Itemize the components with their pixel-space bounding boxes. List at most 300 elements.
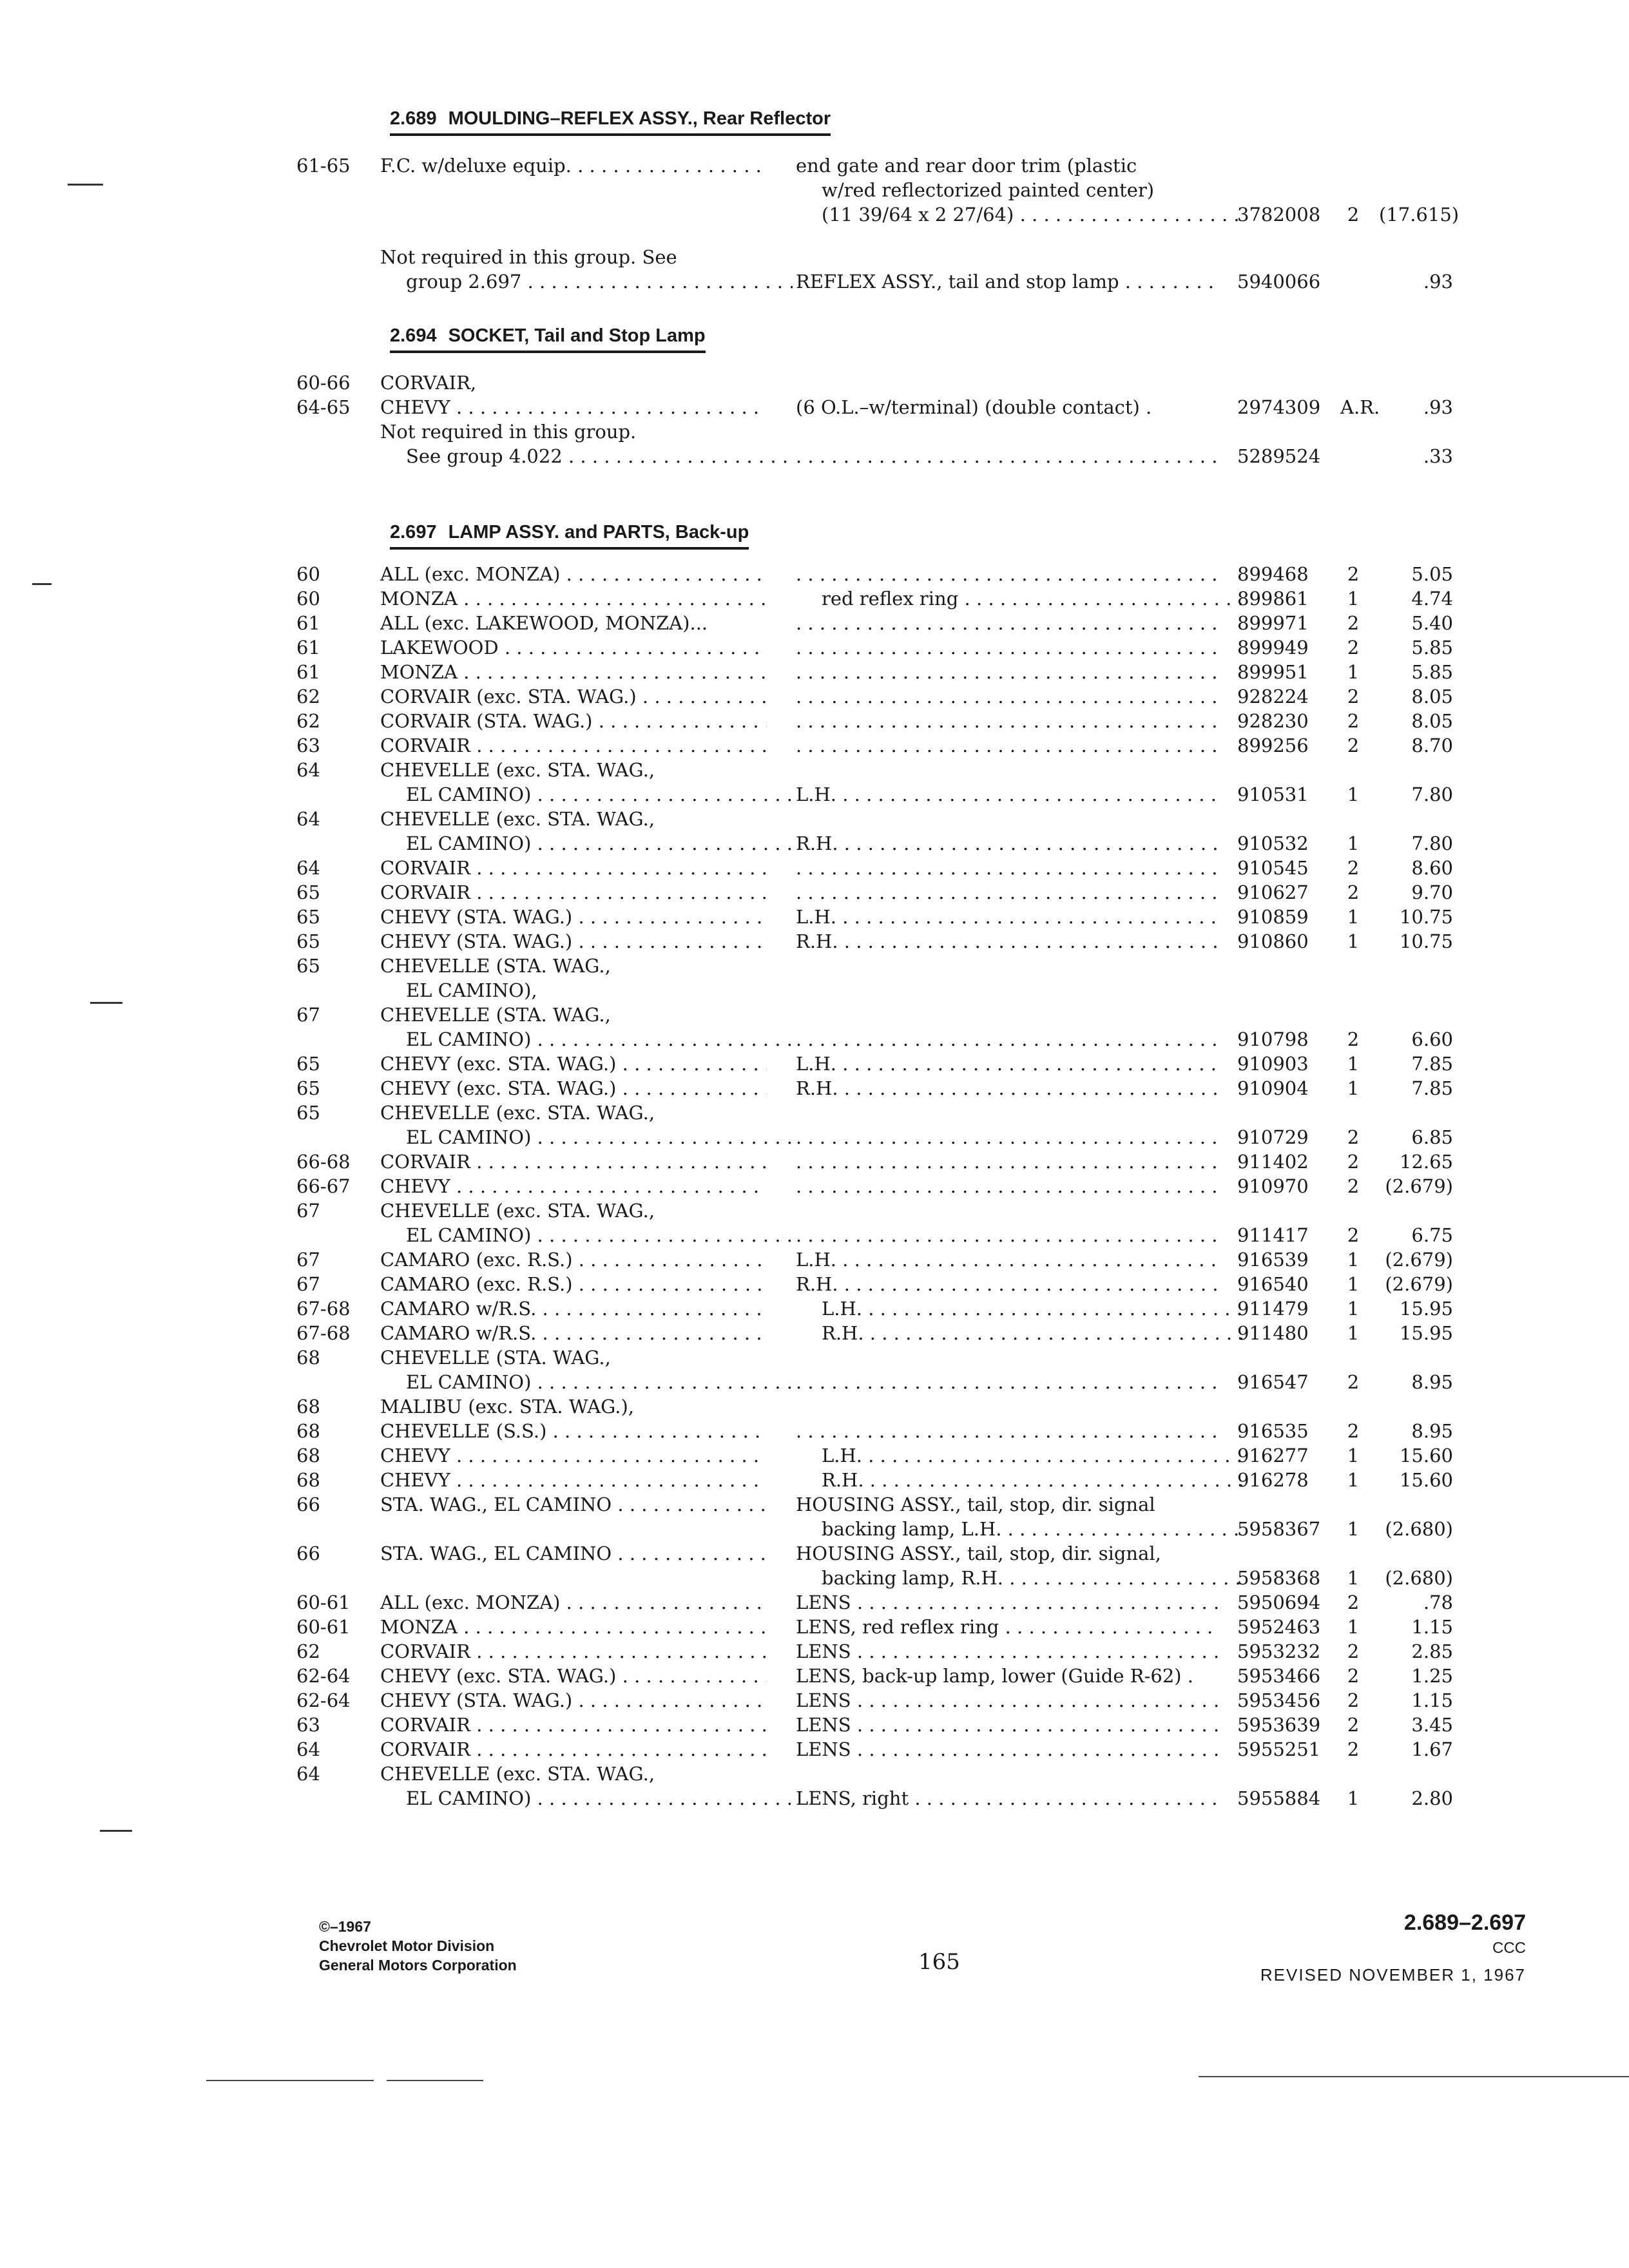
quantity: 1 [1347,1298,1360,1320]
margin-mark [100,1830,132,1832]
description: R.H. . . . [796,1272,1218,1296]
model-year: 61 [296,612,320,634]
model-year: 62 [296,710,320,732]
description: L.H. . . . [796,1052,1218,1076]
quantity: 1 [1347,906,1360,928]
model-name: CAMARO (exc. R.S.) . . . [380,1272,767,1296]
section-heading [390,522,749,550]
part-line [0,1370,1629,1394]
quantity: 2 [1347,710,1360,732]
price: 2.85 [1411,1640,1453,1662]
model-name: CHEVY . . . [380,1443,767,1468]
revision-date: REVISED NOVEMBER 1, 1967 [1260,1965,1526,1984]
model-year: 68 [296,1469,320,1491]
quantity: 2 [1347,563,1360,585]
price: 3.45 [1411,1714,1453,1736]
description: LENS, back-up lamp, lower (Guide R-62) . [796,1665,1194,1687]
description: L.H. . . . [796,1296,1244,1321]
part-line [0,1590,1629,1615]
model-year: 66-67 [296,1175,351,1197]
part-line [0,1247,1629,1272]
price: 15.60 [1399,1445,1453,1466]
model-name: CHEVY (exc. STA. WAG.) . . . [380,1076,767,1100]
model-year: 66-68 [296,1151,351,1173]
part-line [0,782,1629,807]
scan-line [206,2080,374,2081]
quantity: 2 [1347,612,1360,634]
part-line [0,709,1629,733]
price: 1.67 [1411,1738,1453,1760]
part-line [0,1639,1629,1664]
description: L.H. . . . [796,782,1218,807]
model-year: 60-61 [296,1591,351,1613]
model-name: ALL (exc. MONZA) . . . [380,562,767,586]
description: REFLEX ASSY., tail and stop lamp . . . [796,269,1218,294]
price: 9.70 [1411,881,1453,903]
model-year: 62-64 [296,1665,351,1687]
section-heading [390,325,706,353]
model-name: CHEVY (exc. STA. WAG.) . . . [380,1052,767,1076]
part-line [0,1713,1629,1737]
part-number: 899949 [1237,637,1309,658]
description: (11 39/64 x 2 27/64) . . . [796,202,1244,227]
model-year: 60 [296,563,320,585]
part-line [0,1419,1629,1443]
copyright: ©–1967 [319,1918,371,1935]
model-name: MONZA . . . [380,1615,767,1639]
part-number: 5953456 [1237,1689,1321,1711]
part-line [0,1052,1629,1076]
part-number: 5958367 [1237,1518,1321,1540]
model-year: 65 [296,881,320,903]
model-name: CORVAIR (STA. WAG.) . . . [380,709,767,733]
model-year: 60-61 [296,1616,351,1638]
quantity: 2 [1347,637,1360,658]
model-name: CORVAIR . . . [380,733,767,758]
model-name: CHEVY . . . [380,395,767,419]
part-number: 899861 [1237,588,1309,610]
description: w/red reflectorized painted center) [822,179,1155,201]
part-line [0,611,1629,635]
model-year: 64 [296,1763,320,1785]
part-number: 899971 [1237,612,1309,634]
quantity: 2 [1347,1028,1360,1050]
part-line [0,1272,1629,1296]
part-line [0,660,1629,684]
model-name: CHEVY (STA. WAG.) . . . [380,1688,767,1713]
section-number: 2.689 [390,108,437,129]
part-line [0,202,1629,227]
section-number: 2.697 [390,522,437,543]
part-number: 910545 [1237,857,1309,879]
part-line [0,1345,1629,1370]
description: R.H. . . . [796,1321,1244,1345]
model-name: EL CAMINO) . . . [380,831,793,856]
model-year: 65 [296,1102,320,1124]
part-line [0,1076,1629,1100]
model-year: 65 [296,1077,320,1099]
part-number: 910532 [1237,832,1309,854]
part-line [0,1566,1629,1590]
description: LENS . . . [796,1737,1218,1762]
part-line [0,758,1629,782]
model-name: CORVAIR . . . [380,1639,767,1664]
model-year: 65 [296,906,320,928]
description [796,1223,1218,1247]
description [796,660,1218,684]
description [796,709,1218,733]
price: .93 [1423,396,1453,418]
model-name: CHEVELLE (STA. WAG., [380,1347,611,1369]
part-number: 899468 [1237,563,1309,585]
quantity: 1 [1347,1445,1360,1466]
description: end gate and rear door trim (plastic [796,155,1137,177]
quantity: 2 [1347,735,1360,756]
part-number: 5950694 [1237,1591,1321,1613]
part-number: 3782008 [1237,204,1321,226]
part-line [0,269,1629,294]
price: 5.40 [1411,612,1453,634]
model-name: CHEVY (STA. WAG.) . . . [380,905,767,929]
description [796,1174,1218,1198]
model-name: ALL (exc. LAKEWOOD, MONZA)... [380,612,708,634]
part-line [0,1688,1629,1713]
part-number: 910970 [1237,1175,1309,1197]
part-number: 899256 [1237,735,1309,756]
model-year: 67-68 [296,1298,351,1320]
price: 1.15 [1411,1689,1453,1711]
part-line [0,419,1629,444]
part-line [0,395,1629,419]
quantity: 1 [1347,1616,1360,1638]
quantity: 1 [1347,1787,1360,1809]
part-number: 916277 [1237,1445,1309,1466]
description [796,1125,1218,1149]
model-name: CORVAIR (exc. STA. WAG.) . . . [380,684,767,709]
price: 6.60 [1411,1028,1453,1050]
model-year: 68 [296,1445,320,1466]
part-line [0,1296,1629,1321]
description: LENS . . . [796,1688,1218,1713]
part-line [0,1321,1629,1345]
model-name: STA. WAG., EL CAMINO . . . [380,1541,767,1566]
price: 15.60 [1399,1469,1453,1491]
price: 1.25 [1411,1665,1453,1687]
section-title: SOCKET, Tail and Stop Lamp [448,325,706,346]
quantity: 2 [1347,1665,1360,1687]
quantity: 1 [1347,661,1360,683]
part-number: 910627 [1237,881,1309,903]
catalog-code: CCC [1492,1939,1526,1957]
model-year: 64-65 [296,396,351,418]
description [796,444,1218,468]
model-year: 62 [296,1640,320,1662]
description [796,562,1218,586]
price: 8.95 [1411,1420,1453,1442]
description: L.H. . . . [796,905,1218,929]
description: LENS . . . [796,1590,1218,1615]
part-number: 5958368 [1237,1567,1321,1589]
description: LENS . . . [796,1713,1218,1737]
model-name: CHEVELLE (S.S.) . . . [380,1419,767,1443]
quantity: 1 [1347,1249,1360,1271]
model-year: 67-68 [296,1322,351,1344]
part-line [0,1394,1629,1419]
part-line [0,1615,1629,1639]
model-year: 61 [296,661,320,683]
description: LENS . . . [796,1639,1218,1664]
model-name: CORVAIR . . . [380,880,767,905]
price: 10.75 [1399,906,1453,928]
part-number: 5953232 [1237,1640,1321,1662]
model-name: MONZA . . . [380,586,767,611]
part-number: 2974309 [1237,396,1321,418]
quantity: 1 [1347,930,1360,952]
quantity: 1 [1347,1077,1360,1099]
model-year: 65 [296,955,320,977]
price: 15.95 [1399,1322,1453,1344]
model-year: 65 [296,930,320,952]
part-number: 928224 [1237,686,1309,707]
quantity: 2 [1347,204,1360,226]
part-line [0,954,1629,978]
model-name: CAMARO (exc. R.S.) . . . [380,1247,767,1272]
part-line [0,1125,1629,1149]
quantity: 2 [1347,1640,1360,1662]
part-line [0,635,1629,660]
part-line [0,831,1629,856]
part-line [0,1443,1629,1468]
price: (17.615) [1379,204,1460,226]
model-year: 66 [296,1542,320,1564]
model-name: STA. WAG., EL CAMINO . . . [380,1492,767,1517]
model-name: MALIBU (exc. STA. WAG.), [380,1396,635,1418]
part-number: 910860 [1237,930,1309,952]
model-year: 67 [296,1273,320,1295]
price: 8.05 [1411,686,1453,707]
quantity: 2 [1347,1224,1360,1246]
description: red reflex ring . . . [796,586,1244,611]
part-line [0,1149,1629,1174]
model-year: 65 [296,1053,320,1075]
price: 15.95 [1399,1298,1453,1320]
section-title: MOULDING–REFLEX ASSY., Rear Reflector [448,108,831,129]
quantity: 1 [1347,1273,1360,1295]
quantity: 1 [1347,1567,1360,1589]
price: (2.679) [1385,1175,1453,1197]
model-name: CHEVELLE (exc. STA. WAG., [380,1200,655,1222]
division-name: Chevrolet Motor Division [319,1937,495,1954]
price: 1.15 [1411,1616,1453,1638]
price: 7.85 [1411,1077,1453,1099]
part-line [0,1737,1629,1762]
model-year: 68 [296,1420,320,1442]
model-name: EL CAMINO), [406,979,537,1001]
quantity: 1 [1347,1469,1360,1491]
quantity: 1 [1347,783,1360,805]
part-number: 5289524 [1237,445,1321,467]
model-year: 64 [296,759,320,781]
price: .78 [1423,1591,1453,1613]
model-year: 68 [296,1347,320,1369]
model-name: F.C. w/deluxe equip. . . . [380,153,767,178]
description: HOUSING ASSY., tail, stop, dir. signal [796,1494,1155,1515]
price: (2.679) [1385,1273,1453,1295]
model-name: CHEVY . . . [380,1468,767,1492]
description [796,880,1218,905]
model-name: CORVAIR . . . [380,1737,767,1762]
model-name: CORVAIR . . . [380,1713,767,1737]
part-line [0,178,1629,202]
scan-line [1199,2076,1629,2077]
model-name: EL CAMINO) . . . [380,782,793,807]
model-name: ALL (exc. MONZA) . . . [380,1590,767,1615]
price: 12.65 [1399,1151,1453,1173]
model-name: Not required in this group. See [380,246,677,268]
part-number: 916547 [1237,1371,1309,1393]
model-name: EL CAMINO) . . . [380,1370,793,1394]
description: HOUSING ASSY., tail, stop, dir. signal, [796,1542,1161,1564]
model-year: 63 [296,735,320,756]
price: 7.80 [1411,783,1453,805]
part-line [0,929,1629,954]
model-name: EL CAMINO) . . . [380,1223,793,1247]
price: 4.74 [1411,588,1453,610]
model-year: 60 [296,588,320,610]
quantity: 2 [1347,1591,1360,1613]
group-info [1260,1910,1526,1985]
model-name: EL CAMINO) . . . [380,1786,793,1811]
quantity: 1 [1347,1322,1360,1344]
part-number: 916535 [1237,1420,1309,1442]
description: R.H. . . . [796,1468,1244,1492]
part-number: 911480 [1237,1322,1309,1344]
part-line [0,1786,1629,1811]
description: R.H. . . . [796,929,1218,954]
part-line [0,444,1629,468]
section-heading [390,108,831,136]
description [796,733,1218,758]
part-number: 910729 [1237,1126,1309,1148]
model-name: MONZA . . . [380,660,767,684]
quantity: 1 [1347,588,1360,610]
model-name: CHEVELLE (exc. STA. WAG., [380,1763,655,1785]
model-name: CORVAIR . . . [380,856,767,880]
quantity: A.R. [1340,396,1380,418]
model-year: 64 [296,857,320,879]
part-number: 911479 [1237,1298,1309,1320]
part-line [0,1517,1629,1541]
quantity: 2 [1347,881,1360,903]
description [796,635,1218,660]
section-title: LAMP ASSY. and PARTS, Back-up [448,522,749,543]
quantity: 2 [1347,1738,1360,1760]
part-number: 910859 [1237,906,1309,928]
price: 6.85 [1411,1126,1453,1148]
part-line [0,1223,1629,1247]
model-year: 62-64 [296,1689,351,1711]
price: 5.05 [1411,563,1453,585]
description [796,1027,1218,1052]
model-name: CHEVELLE (STA. WAG., [380,1004,611,1026]
part-number: 5955251 [1237,1738,1321,1760]
part-line [0,807,1629,831]
part-line [0,586,1629,611]
model-name: CHEVELLE (STA. WAG., [380,955,611,977]
model-name: Not required in this group. [380,421,637,443]
part-number: 5953466 [1237,1665,1321,1687]
description [796,856,1218,880]
model-name: See group 4.022 . . . [380,444,793,468]
price: .33 [1423,445,1453,467]
model-name: EL CAMINO) . . . [380,1027,793,1052]
price: 2.80 [1411,1787,1453,1809]
part-line [0,1664,1629,1688]
part-line [0,1198,1629,1223]
price: 8.60 [1411,857,1453,879]
model-year: 61 [296,637,320,658]
description: L.H. . . . [796,1443,1244,1468]
quantity: 2 [1347,1151,1360,1173]
scan-line [387,2080,483,2081]
price: (2.679) [1385,1249,1453,1271]
quantity: 2 [1347,1371,1360,1393]
part-number: 5952463 [1237,1616,1321,1638]
part-number: 910903 [1237,1053,1309,1075]
quantity: 2 [1347,1689,1360,1711]
model-year: 67 [296,1004,320,1026]
description: L.H. . . . [796,1247,1218,1272]
part-line [0,1492,1629,1517]
part-number: 916539 [1237,1249,1309,1271]
description: (6 O.L.–w/terminal) (double contact) . [796,396,1152,418]
model-year: 64 [296,1738,320,1760]
model-year: 63 [296,1714,320,1736]
price: 10.75 [1399,930,1453,952]
part-line [0,905,1629,929]
part-line [0,245,1629,269]
model-year: 60-66 [296,372,351,394]
part-line [0,1468,1629,1492]
model-name: LAKEWOOD . . . [380,635,767,660]
part-number: 928230 [1237,710,1309,732]
description: R.H. . . . [796,831,1218,856]
part-line [0,1100,1629,1125]
quantity: 2 [1347,1175,1360,1197]
quantity: 1 [1347,1053,1360,1075]
price: 7.85 [1411,1053,1453,1075]
model-name: CORVAIR . . . [380,1149,767,1174]
quantity: 2 [1347,686,1360,707]
part-number: 911417 [1237,1224,1309,1246]
part-number: 916278 [1237,1469,1309,1491]
model-year: 68 [296,1396,320,1418]
price: (2.680) [1385,1567,1453,1589]
part-number: 910798 [1237,1028,1309,1050]
model-name: EL CAMINO) . . . [380,1125,793,1149]
group-range: 2.689–2.697 [1403,1910,1526,1935]
part-line [0,733,1629,758]
model-year: 67 [296,1249,320,1271]
price: 5.85 [1411,661,1453,683]
quantity: 2 [1347,857,1360,879]
model-year: 62 [296,686,320,707]
price: 8.05 [1411,710,1453,732]
part-line [0,856,1629,880]
publisher-block [319,1917,517,1975]
part-number: 5940066 [1237,271,1321,293]
model-name: group 2.697 . . . [380,269,793,294]
